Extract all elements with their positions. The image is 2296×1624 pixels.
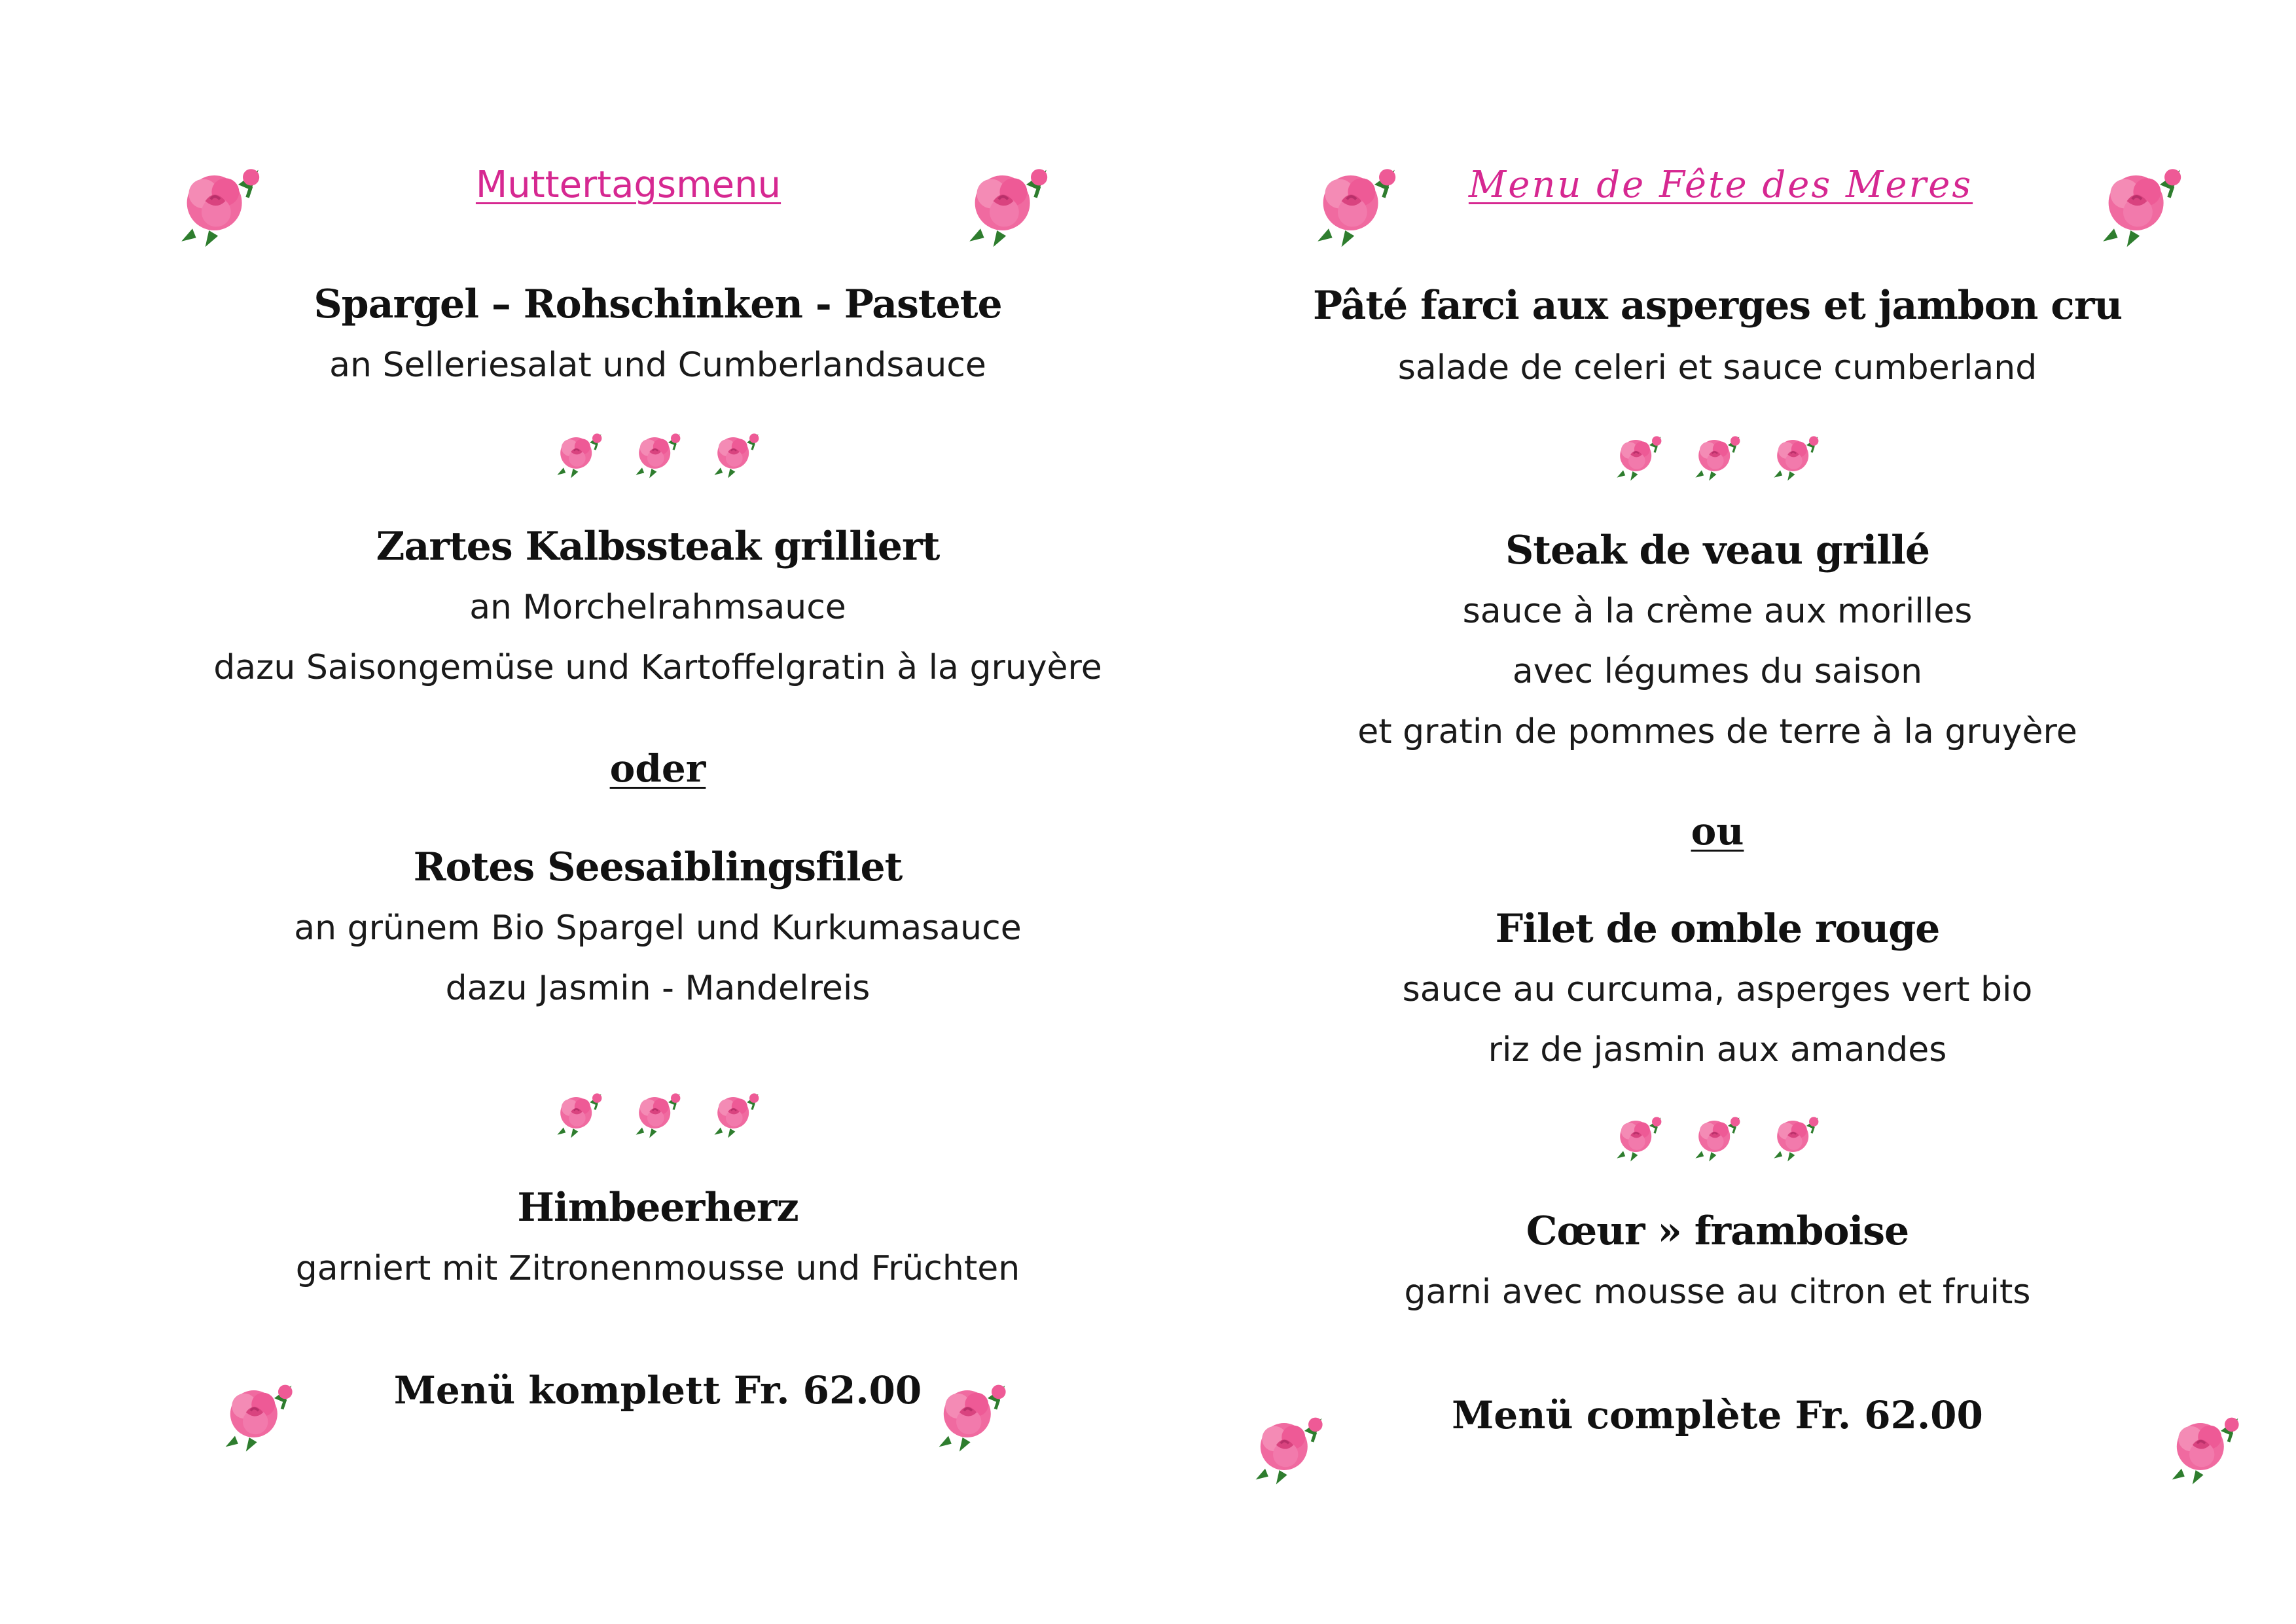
rose-icon: [1691, 429, 1744, 482]
right-rose-divider-2: [1227, 1110, 2208, 1163]
left-separator: oder: [609, 746, 706, 791]
left-menu-title: Muttertagsmenu: [475, 164, 781, 206]
rose-icon: [632, 427, 684, 479]
right-dish2-desc1: sauce à la crème aux morilles: [1462, 592, 1973, 631]
left-dish4-desc: garniert mit Zitronenmousse und Früchten: [295, 1249, 1020, 1288]
rose-icon: [632, 1087, 684, 1139]
rose-icon: [710, 427, 762, 479]
rose-icon: [1613, 429, 1665, 482]
right-menu-title: Menu de Fête des Meres: [1468, 164, 1973, 206]
right-dish2-name: Steak de veau grillé: [1505, 528, 1930, 573]
rose-icon: [1770, 429, 1822, 482]
rose-icon: [1691, 1110, 1744, 1163]
right-menu-page: [1148, 0, 2296, 1624]
rose-icon: [710, 1087, 762, 1139]
left-dish3-name: Rotes Seesaiblingsfilet: [413, 844, 903, 890]
left-dish1-name: Spargel – Rohschinken - Pastete: [314, 281, 1002, 327]
rose-icon: [2090, 157, 2193, 249]
right-dish1-desc: salade de celeri et sauce cumberland: [1397, 348, 2037, 388]
left-dish3-desc1: an grünem Bio Spargel und Kurkumasauce: [294, 909, 1022, 948]
right-dish4-desc: garni avec mousse au citron et fruits: [1404, 1272, 2031, 1312]
right-rose-divider-1: [1227, 429, 2208, 482]
left-rose-divider-1: [20, 427, 1296, 479]
right-dish1-name: Pâté farci aux asperges et jambon cru: [1312, 283, 2123, 329]
rose-icon: [553, 1087, 605, 1139]
right-separator: ou: [1691, 809, 1744, 854]
right-dish3-desc1: sauce au curcuma, asperges vert bio: [1402, 970, 2033, 1009]
right-dish3-name: Filet de omble rouge: [1495, 906, 1940, 952]
left-dish1-desc: an Selleriesalat und Cumberlandsauce: [329, 346, 986, 385]
left-dish2-desc2: dazu Saisongemüse und Kartoffelgratin à la gruyère: [213, 648, 1102, 687]
rose-icon: [1613, 1110, 1665, 1163]
rose-icon: [1770, 1110, 1822, 1163]
rose-icon: [957, 157, 1059, 249]
left-dish2-desc1: an Morchelrahmsauce: [469, 588, 846, 627]
right-price: Menü complète Fr. 62.00: [1452, 1393, 1983, 1437]
left-dish4-name: Himbeerherz: [517, 1185, 798, 1231]
right-dish2-desc3: et gratin de pommes de terre à la gruyère: [1357, 712, 2077, 751]
left-price: Menü komplett Fr. 62.00: [393, 1368, 922, 1413]
rose-icon: [553, 427, 605, 479]
left-dish2-name: Zartes Kalbssteak grilliert: [376, 524, 940, 569]
right-dish3-desc2: riz de jasmin aux amandes: [1488, 1030, 1947, 1070]
rose-icon: [169, 157, 271, 249]
left-rose-divider-2: [20, 1087, 1296, 1139]
right-dish2-desc2: avec légumes du saison: [1512, 652, 1923, 691]
left-dish3-desc2: dazu Jasmin - Mandelreis: [445, 969, 870, 1008]
right-dish4-name: Cœur » framboise: [1526, 1208, 1909, 1254]
